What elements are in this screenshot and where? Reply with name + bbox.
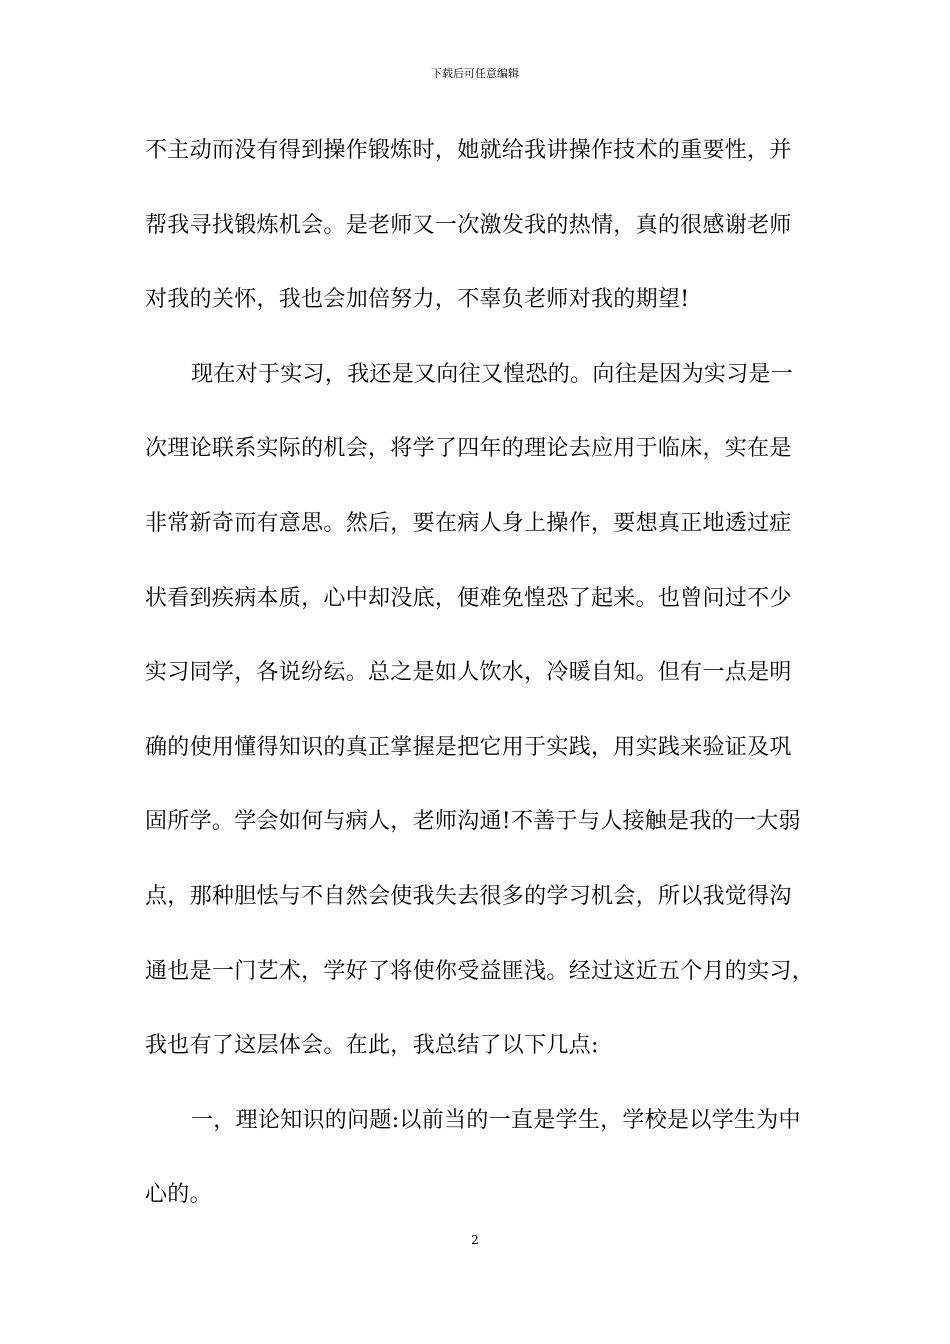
text-line: 固所学。学会如何与病人，老师沟通!不善于与人接触是我的一大弱 <box>145 809 801 835</box>
paragraph-start-line: 现在对于实习，我还是又向往又惶恐的。向往是因为实习是一 <box>191 361 794 387</box>
text-line: 心的。 <box>145 1182 212 1208</box>
page-header: 下载后可任意编辑 <box>431 67 519 80</box>
text-line: 通也是一门艺术，学好了将使你受益匪浅。经过这近五个月的实习， <box>145 958 815 984</box>
text-line: 确的使用懂得知识的真正掌握是把它用于实践，用实践来验证及巩 <box>145 734 792 760</box>
text-line: 实习同学，各说纷纭。总之是如人饮水，冷暖自知。但有一点是明 <box>145 660 792 686</box>
document-body <box>145 130 825 1249</box>
text-line: 点，那种胆怯与不自然会使我失去很多的学习机会，所以我觉得沟 <box>145 883 792 909</box>
text-line: 对我的关怀，我也会加倍努力，不辜负老师对我的期望! <box>145 287 690 313</box>
text-line: 不主动而没有得到操作锻炼时，她就给我讲操作技术的重要性，并 <box>145 138 792 163</box>
text-line: 次理论联系实际的机会，将学了四年的理论去应用于临床，实在是 <box>145 436 792 462</box>
text-line: 帮我寻找锻炼机会。是老师又一次激发我的热情，真的很感谢老师 <box>145 212 792 238</box>
page-number: 2 <box>471 1233 479 1247</box>
text-line: 状看到疾病本质，心中却没底，便难免惶恐了起来。也曾问过不少 <box>145 585 792 611</box>
paragraph-start-line: 一，理论知识的问题:以前当的一直是学生，学校是以学生为中 <box>191 1107 801 1133</box>
text-line: 非常新奇而有意思。然后，要在病人身上操作，要想真正地透过症 <box>145 510 792 536</box>
text-line: 我也有了这层体会。在此，我总结了以下几点: <box>145 1033 599 1059</box>
